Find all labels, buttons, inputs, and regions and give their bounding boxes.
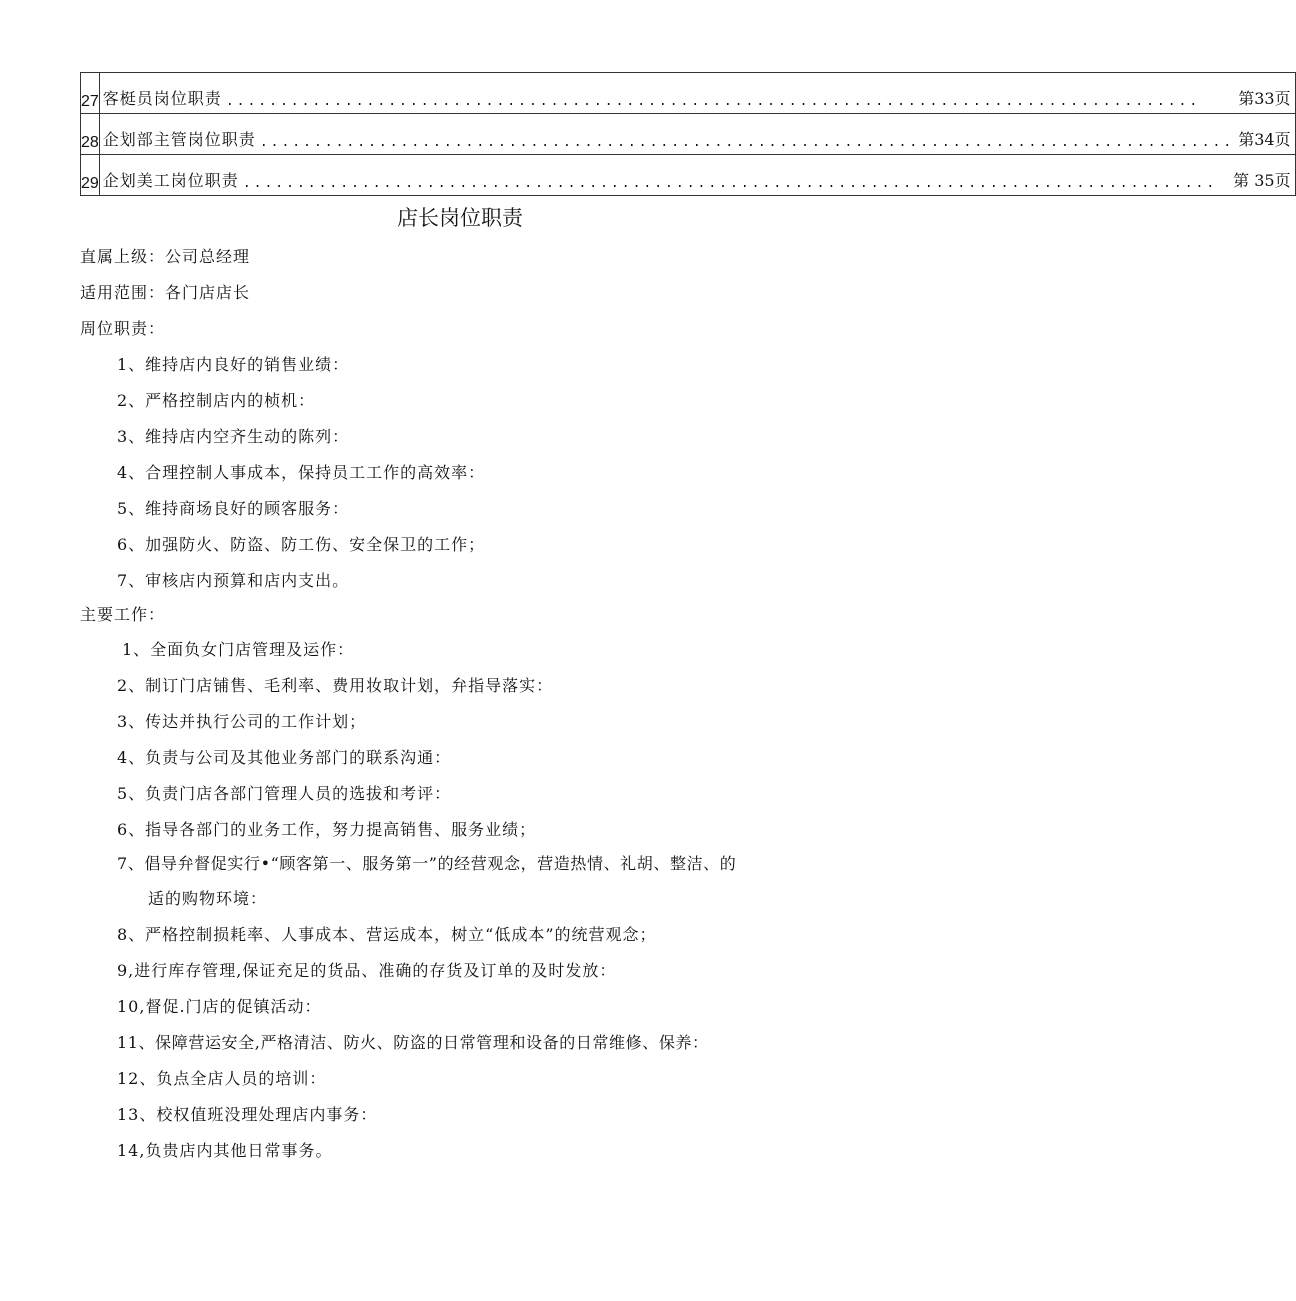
- toc-row[interactable]: [81, 155, 1296, 196]
- toc-number: 27: [81, 73, 100, 114]
- work-item: 4、负责与公司及其他业务部门的联系沟通：: [117, 748, 452, 767]
- duty-item: 5、维持商场良好的顾客服务：: [117, 499, 350, 518]
- superior-line: 直属上级：公司总经理: [80, 247, 251, 266]
- duty-item: 4、合理控制人事成本，保持员工工作的高效率：: [117, 463, 486, 482]
- duty-item: 3、维持店内空齐生动的陈列：: [117, 427, 350, 446]
- toc-leader-dots: ..........................................................................................: [242, 176, 1218, 191]
- toc-label: 企划部主管岗位职责: [102, 130, 256, 149]
- work-item: 6、指导各部门的业务工作，努力提高销售、服务业绩；: [117, 820, 537, 839]
- toc-leader-dots: ..........................................................................................: [259, 135, 1235, 150]
- toc-label: 企划美工岗位职责: [102, 171, 239, 190]
- toc-leader-dots: ..........................................................................................: [225, 94, 1201, 109]
- work-item: 12、负点全店人员的培训：: [117, 1069, 327, 1088]
- duty-item: 1、维持店内良好的销售业绩：: [117, 355, 350, 374]
- work-item: 8、严格控制损耗率、人事成本、营运成本，树立“低成本”的统营观念；: [117, 925, 657, 944]
- work-item-continuation: 适的购物环境：: [148, 889, 268, 908]
- work-item: 9,进行库存管理,保证充足的货品、准确的存货及订单的及时发放：: [117, 961, 617, 980]
- toc-row[interactable]: [81, 73, 1296, 114]
- work-heading: 主要工作：: [80, 605, 166, 624]
- work-item: 7、倡导弁督促实行•“顾客第一、服务第一”的经营观念，营造热情、礼胡、整洁、的: [117, 854, 737, 873]
- work-item: 11、保障营运安全,严格清洁、防火、防盗的日常管理和设备的日常维修、保养：: [117, 1033, 709, 1052]
- toc-number: 28: [81, 114, 100, 155]
- toc-row[interactable]: [81, 114, 1296, 155]
- toc-entry: [99, 73, 1295, 114]
- toc-entry: [99, 155, 1295, 196]
- duties-heading: 周位职责：: [80, 319, 166, 338]
- duty-item: 6、加强防火、防盗、防工伤、安全保卫的工作；: [117, 535, 486, 554]
- toc-label: 客梃员岗位职责: [102, 89, 222, 108]
- toc-table: [80, 72, 1296, 196]
- work-item: 14,负贵店内其他日常事务。: [117, 1141, 333, 1160]
- toc-entry: [99, 114, 1295, 155]
- work-item: 1、全面负女门店管理及运作：: [122, 640, 355, 659]
- toc-page: 第 35页: [1233, 171, 1291, 190]
- work-item: 13、校权值班没理处理店内事务：: [117, 1105, 378, 1124]
- toc-page: 第34页: [1238, 130, 1291, 149]
- work-item: 2、制订门店铺售、毛利率、费用妆取计划，弁指导落实：: [117, 676, 554, 695]
- work-item: 3、传达并执行公司的工作计划；: [117, 712, 367, 731]
- page-title: 店长岗位职责: [397, 206, 523, 230]
- duty-item: 7、审核店内预算和店内支出。: [117, 571, 350, 590]
- work-item: 5、负责门店各部门管理人员的选拔和考评：: [117, 784, 452, 803]
- toc-number: 29: [81, 155, 100, 196]
- scope-line: 适用范围：各门店店长: [80, 283, 251, 302]
- toc-page: 第33页: [1238, 89, 1291, 108]
- work-item: 10,督促.门店的促镇活动：: [117, 997, 322, 1016]
- duty-item: 2、严格控制店内的桢机：: [117, 391, 316, 410]
